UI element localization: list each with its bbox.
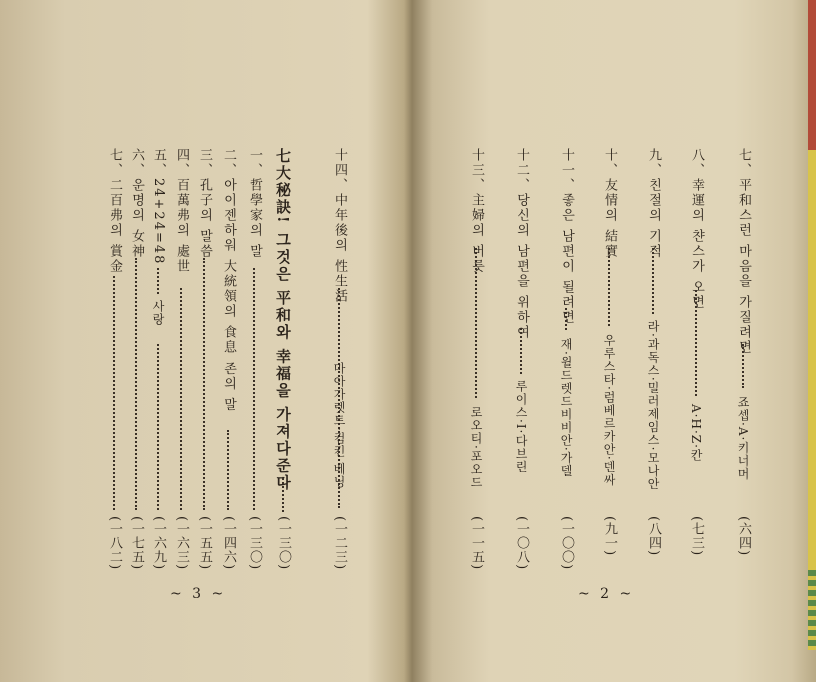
entry-title: 七、平和스런 마음을 가질려면 [736,148,751,356]
entry-page: (九一) [602,516,617,557]
leader-dots [695,290,697,396]
right-page [410,0,816,682]
toc-entry [125,148,147,598]
entry-author: 죠셉·A·키너머 [736,396,750,481]
entry-page: (六四) [736,516,751,557]
leader-dots [135,258,137,510]
entry-author: 사랑 [151,300,165,326]
leader-dots [157,268,159,294]
toc-entry [328,148,350,598]
toc-entry [193,148,215,598]
entry-page: (一五五) [197,516,212,571]
entry-title: 十一、좋은 남편이 될려면 [559,148,574,326]
toc-entry [170,148,192,598]
entry-page: (八四) [646,516,661,557]
leader-dots [113,276,115,510]
toc-entry [555,148,577,598]
entry-page: (一八二) [107,516,122,571]
entry-page: (一三〇) [247,516,262,571]
entry-title: 五、24+24=48 [151,148,166,266]
entry-page: (一七五) [129,516,144,571]
entry-author: 우루스타·럼베르카안·덴싸 [602,334,616,487]
page-number: ~ 2 ~ [578,586,635,602]
leader-dots [282,478,284,512]
leader-dots [180,288,182,510]
entry-title: 十三、主婦의 버릇 [469,148,484,275]
entry-title: 二、아이젠하워 大統領의 食息 존의 말 [221,148,236,413]
entry-page: (一二三) [332,516,347,571]
toc-entry [103,148,125,598]
entry-author: 마아가렛트·컴킨·베닝 [332,362,346,489]
entry-page: (一六三) [174,516,189,571]
entry-author: 라·과독스·밀러제임스·모나안 [646,320,660,491]
entry-page: (一六九) [151,516,166,571]
section-title: 七大秘訣! 그것은 平和와 幸福을 가져다준다 [274,148,292,492]
entry-title: 九、친절의 기적 [646,148,661,260]
entry-author: A·H·Z·칸 [689,404,703,462]
toc-entry [598,148,620,598]
entry-author: 로오티·포오드 [469,406,483,489]
leader-dots [565,308,567,330]
toc-entry [732,148,754,598]
toc-entry [217,148,239,598]
entry-author: 재·윌드렛드비비안·가델 [559,338,573,478]
entry-page: (一一五) [469,516,484,571]
leader-dots [157,344,159,510]
leader-dots [608,248,610,326]
leader-dots [520,328,522,374]
entry-page: (一四六) [221,516,236,571]
leader-dots [203,258,205,510]
entry-title: 七、二百弗의 賞金 [107,148,122,275]
entry-title: 十、友情의 結實 [602,148,617,260]
entry-page: (一〇〇) [559,516,574,571]
entry-title: 十二、당신의 남편을 위하여 [514,148,529,341]
entry-title: 一、哲學家의 말 [247,148,262,260]
toc-entry [465,148,487,598]
leader-dots [742,344,744,388]
entry-title: 三、孔子의 말씀 [197,148,212,260]
leader-dots [253,268,255,510]
leader-dots [652,248,654,314]
entry-page: (七三) [689,516,704,557]
entry-title: 八、幸運의 챤스가 오면 [689,148,704,311]
entry-author: 루이스·I·다브린 [514,380,528,474]
entry-page: (一三〇) [276,516,291,571]
entry-title: 六、운명의 女神 [129,148,144,260]
entry-title: 四、百萬弗의 處世 [174,148,189,275]
toc-entry [243,148,265,598]
leader-dots [475,248,477,398]
toc-entry-section [272,148,294,598]
toc-entry [147,148,169,598]
entry-page: (一〇八) [514,516,529,571]
entry-title: 十四、中年後의 性生活 [332,148,347,305]
cover-edge-yellow [808,150,816,570]
toc-entry [510,148,532,598]
cover-edge-green [808,570,816,650]
toc-entry [685,148,707,598]
page-number: ~ 3 ~ [170,586,227,602]
cover-edge-red [808,0,816,150]
toc-entry [642,148,664,598]
leader-dots [227,430,229,510]
